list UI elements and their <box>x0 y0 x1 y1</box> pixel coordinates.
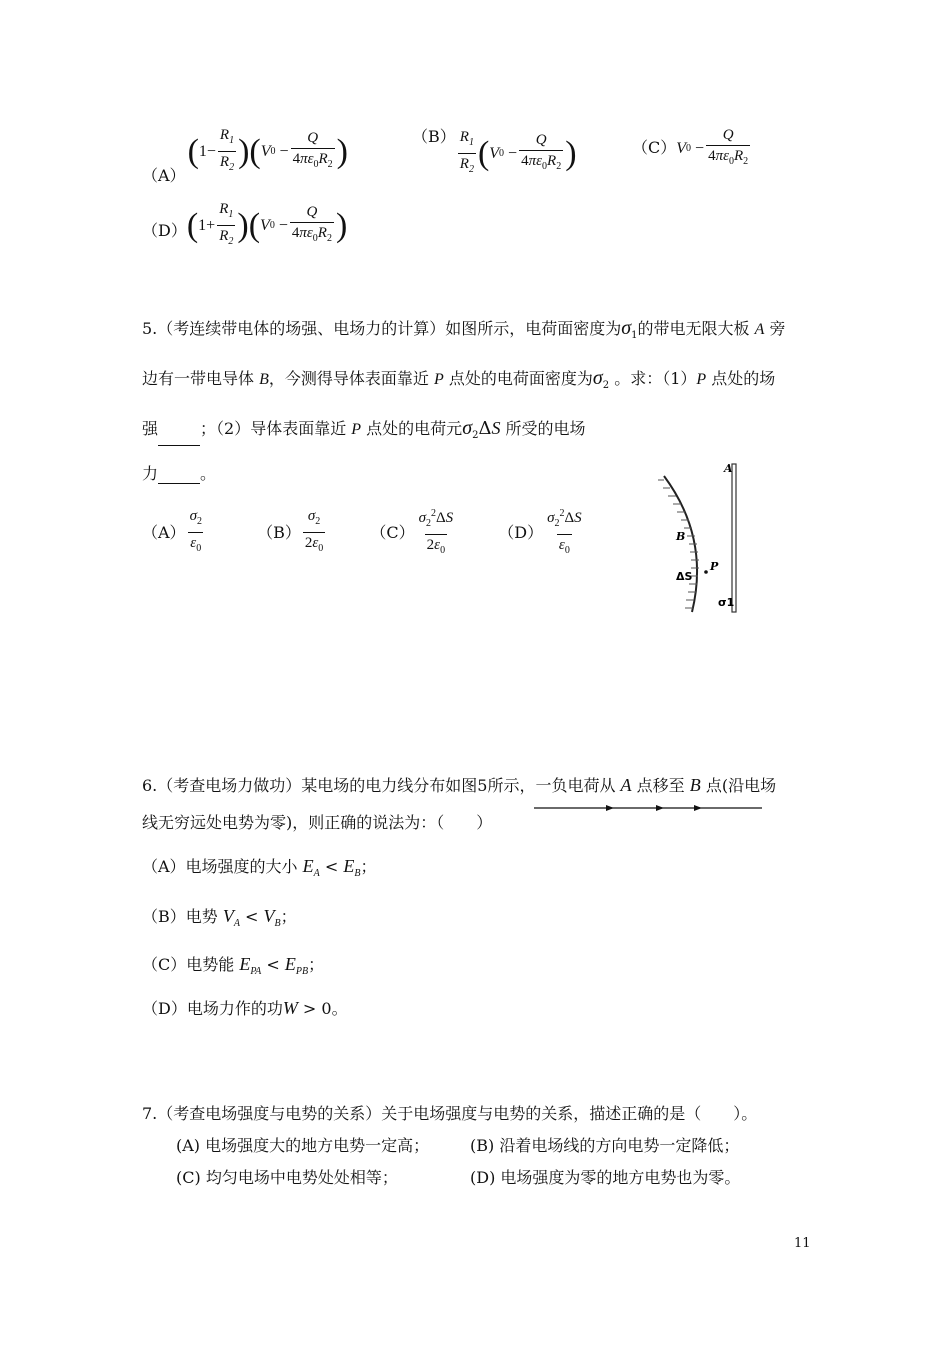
answer-blank-2 <box>158 467 200 484</box>
q5-line-2: 边有一带电导体 B，今测得导体表面靠近 P 点处的电荷面密度为$\sigma_2$ 。求：（1）P 点处的场 <box>142 367 776 392</box>
label-a: A <box>724 462 733 475</box>
q7-option-b: (B) 沿着电场线的方向电势一定降低； <box>470 1136 740 1155</box>
q4-option-d: （D） ( 1+ $\frac{R_1}{R_2}$ ) ( V 0 − $\frac{Q}{4\pi\varepsilon_0R_2}$ ) <box>142 200 347 251</box>
option-label: （C） <box>632 138 677 157</box>
q4-option-a: （A） ( 1− $\frac{R_1}{R_2}$ ) ( V 0 − $\frac{Q}{4\pi\varepsilon_0R_2}$ ) <box>142 127 348 185</box>
q7-option-a: (A) 电场强度大的地方电势一定高； <box>176 1136 430 1155</box>
q4-option-b: （B） $\frac{R_1}{R_2}$ ( V 0 − $\frac{Q}{4\pi\varepsilon_0R_2}$ ) <box>412 126 577 179</box>
q5-figure <box>650 458 760 618</box>
q6-option-c: （C）电势能 $E_{PA} < E_{PB}$； <box>142 954 325 978</box>
answer-blank-1 <box>158 429 200 446</box>
q5-line-1: 5.（考连续带电体的场强、电场力的计算）如图所示，电荷面密度为$\sigma_1$的带电无限大板 A 旁 <box>142 317 786 342</box>
q7-stem: 7.（考查电场强度与电势的关系）关于电场强度与电势的关系，描述正确的是（ ）。 <box>142 1104 758 1123</box>
q5-line-4: 力 。 <box>142 464 217 483</box>
q6-line-1: 6.（考查电场力做功）某电场的电力线分布如图5所示，一负电荷从 A 点移至 B 点(沿电场 <box>142 775 777 795</box>
q6-option-d: （D）电场力作的功W > 0。 <box>142 998 348 1018</box>
option-label: （D） <box>142 221 187 240</box>
option-label: （B） <box>412 126 456 146</box>
q7-option-c: (C) 均匀电场中电势处处相等； <box>176 1168 398 1187</box>
q4-option-c: （C） V 0 − $\frac{Q}{4\pi\varepsilon_0R_2}$ <box>632 126 752 171</box>
q5-option-c: （C） $\frac{\sigma_2^2\Delta S}{2\varepsilon_0}$ <box>370 505 457 560</box>
arrow-icon <box>606 805 614 811</box>
page-number: 11 <box>794 1236 811 1251</box>
label-p: P <box>710 560 719 573</box>
q5-line-3: 强 ；（2）导体表面靠近 P 点处的电荷元$\sigma_2\Delta S$ 所受的电场 <box>142 418 586 446</box>
q7-option-d: (D) 电场强度为零的地方电势也为零。 <box>470 1168 741 1187</box>
arrow-icon <box>656 805 664 811</box>
q6-line-2: 线无穷远处电势为零)，则正确的说法为：（ ） <box>142 813 493 832</box>
q6-option-a: （A）电场强度的大小 $E_A < E_B$； <box>142 856 377 880</box>
plate-a <box>732 464 736 612</box>
q5-option-a: （A） $\frac{\sigma_2}{\varepsilon_0}$ <box>142 507 206 558</box>
q6-option-b: （B）电势 $V_A < V_B$； <box>142 906 297 930</box>
label-sigma1: σ1 <box>718 596 735 609</box>
q5-option-d: （D） $\frac{\sigma_2^2\Delta S}{\varepsilon_0}$ <box>498 505 585 560</box>
q5-options <box>142 505 586 560</box>
option-label: （A） <box>142 166 186 185</box>
q5-option-b: （B） $\frac{\sigma_2}{2\varepsilon_0}$ <box>257 507 327 558</box>
point-p <box>704 570 708 574</box>
label-b: B <box>676 530 686 543</box>
q6-field-line-figure <box>534 802 764 814</box>
label-delta-s: ΔS <box>676 570 693 583</box>
arrow-icon <box>694 805 702 811</box>
